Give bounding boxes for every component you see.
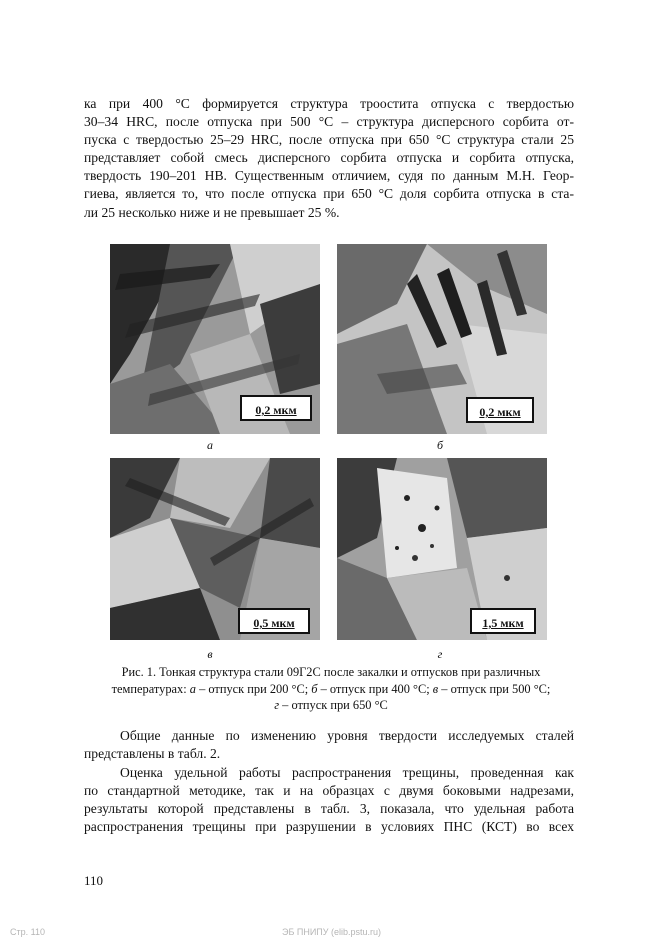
- page-number: 110: [84, 873, 104, 888]
- paragraph-3: [84, 764, 574, 836]
- text-line: результаты которой представлены в табл. 3, показала, что удельная работа: [84, 801, 574, 817]
- text-line: представляет собой смесь дисперсного сорбита отпуска и сорбита отпуска,: [84, 150, 574, 166]
- text-line: гиева, является то, что после отпуска при 650 °С доля сорбита отпуска в ста-: [84, 186, 574, 202]
- text-line: пуска с твердостью 25–29 HRC, после отпуска при 650 °С структура стали 25: [84, 132, 574, 148]
- text-line: твердость 190–201 НВ. Существенным отличием, судя по данным М.Н. Геор-: [84, 168, 574, 184]
- paragraph-2: [84, 727, 574, 763]
- top-paragraph: [84, 95, 574, 222]
- panel-label-c: в: [207, 647, 213, 661]
- text-line: распространения трещины при разрушении в условиях ПНС (КСТ) во всех: [84, 819, 574, 835]
- text-line: ли 25 несколько ниже и не превышает 25 %.: [84, 204, 340, 220]
- caption-line: г – отпуск при 650 °С: [274, 698, 388, 712]
- text-line: по стандартной методике, так и на образцах с двумя боковыми надрезами,: [84, 783, 574, 799]
- footer-library-label: ЭБ ПНИПУ (elib.pstu.ru): [281, 927, 382, 937]
- footer-page-label: Стр. 110: [10, 927, 45, 937]
- scale-bar-d: 1,5 мкм: [470, 608, 536, 634]
- text-line: 30–34 HRC, после отпуска при 500 °С – структура дисперсного сорбита от-: [84, 114, 574, 130]
- caption-line: Рис. 1. Тонкая структура стали 09Г2С после закалки и отпусков при различных: [121, 665, 541, 679]
- panel-label-d: г: [437, 647, 443, 661]
- panel-label-a: а: [207, 438, 213, 452]
- text-line: ка при 400 °С формируется структура троостита отпуска с твердостью: [84, 96, 574, 111]
- scale-bar-c: 0,5 мкм: [238, 608, 310, 634]
- caption-line: температурах: а – отпуск при 200 °С; б – отпуск при 400 °С; в – отпуск при 500 °С;: [111, 681, 551, 696]
- text-line: Общие данные по изменению уровня твердости исследуемых сталей: [120, 728, 574, 743]
- scale-bar-a: 0,2 мкм: [240, 395, 312, 421]
- text-line: Оценка удельной работы распространения трещины, проведенная как: [120, 765, 574, 780]
- text-line: представлены в табл. 2.: [84, 746, 221, 762]
- scale-bar-b: 0,2 мкм: [466, 397, 534, 423]
- figure-caption: [84, 664, 578, 714]
- panel-label-b: б: [436, 438, 444, 452]
